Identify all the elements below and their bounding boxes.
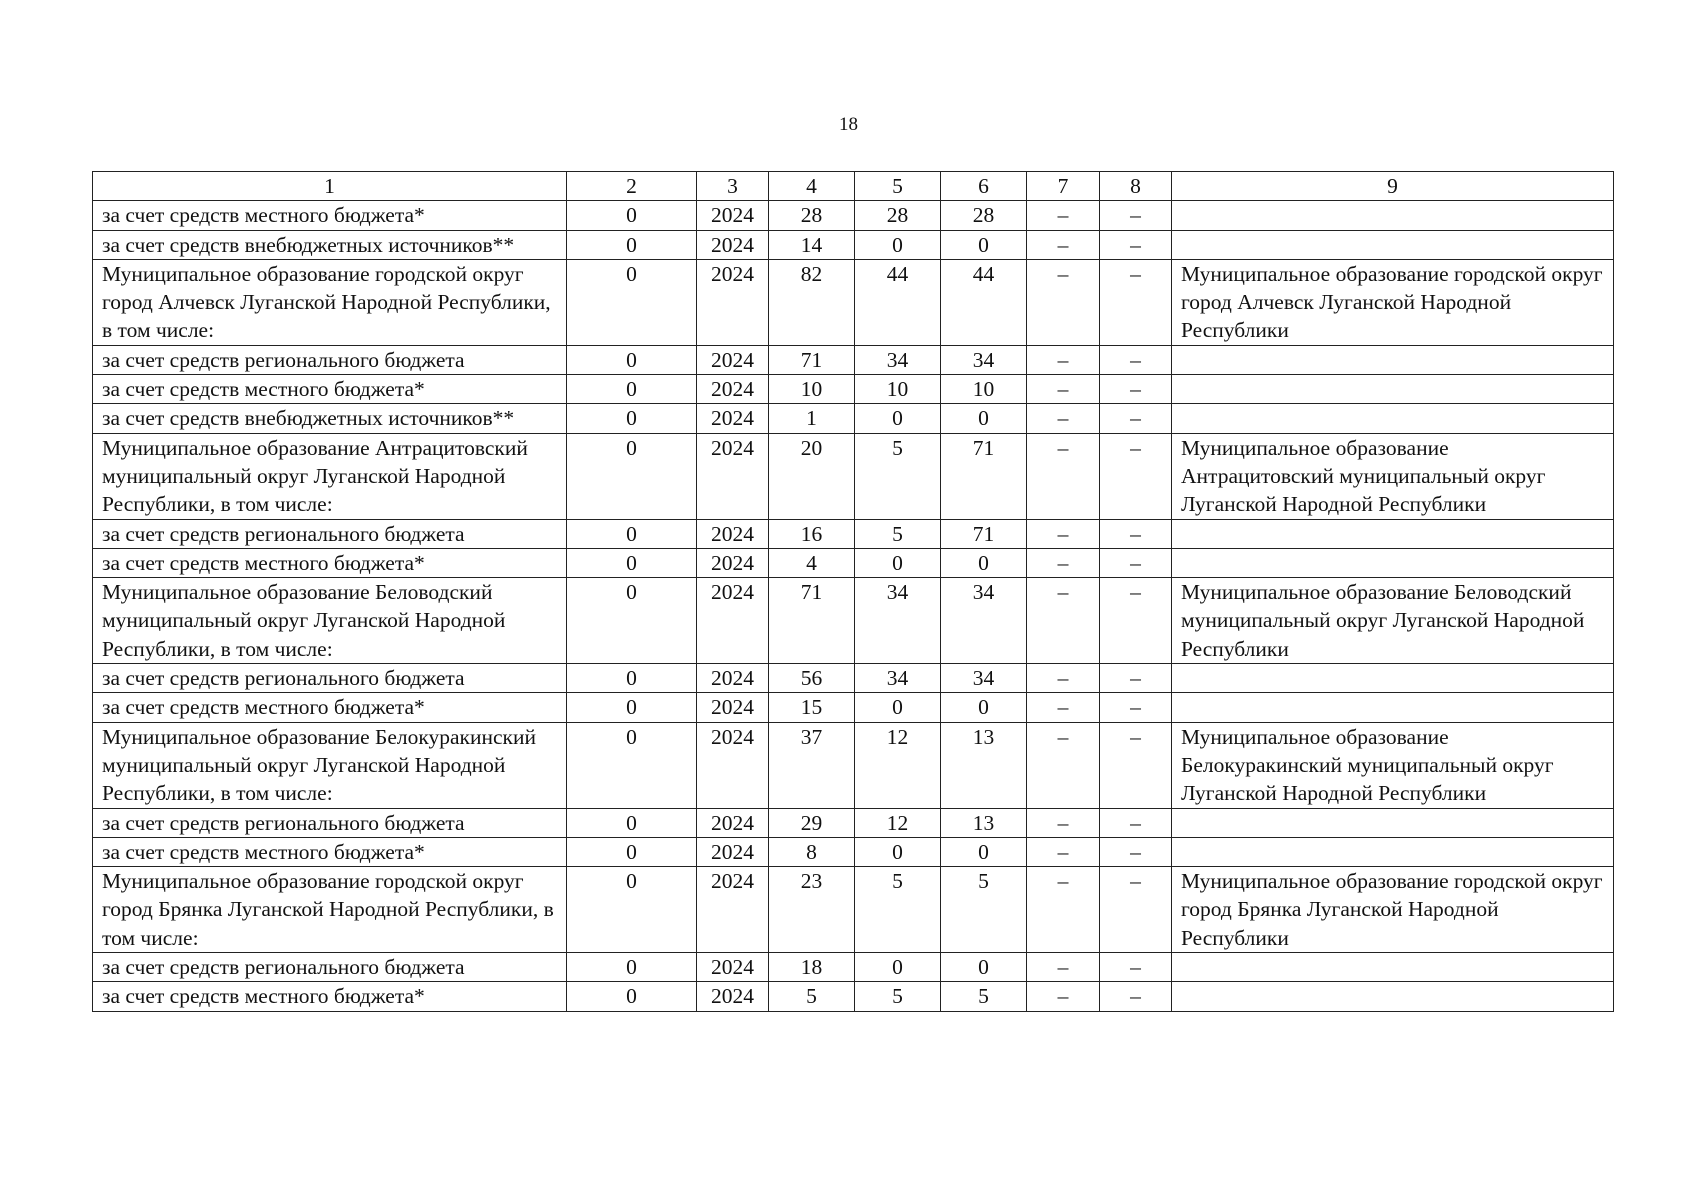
cell-col-6: 71 <box>941 433 1027 519</box>
cell-col-4: 15 <box>769 693 855 722</box>
table-row <box>93 201 1614 230</box>
cell-col-8: – <box>1100 404 1172 433</box>
cell-responsible: Муниципальное образование Белокуракинский муниципальный округ Луганской Народной Республики <box>1172 722 1614 808</box>
cell-col-4: 23 <box>769 867 855 953</box>
cell-responsible: Муниципальное образование Беловодский муниципальный округ Луганской Народной Республики <box>1172 578 1614 664</box>
cell-col-5: 0 <box>855 230 941 259</box>
cell-col-2: 0 <box>567 230 697 259</box>
cell-responsible <box>1172 375 1614 404</box>
cell-col-8: – <box>1100 433 1172 519</box>
cell-col-2: 0 <box>567 664 697 693</box>
cell-description: Муниципальное образование Беловодский муниципальный округ Луганской Народной Республики, в том числе: <box>93 578 567 664</box>
cell-col-2: 0 <box>567 375 697 404</box>
cell-col-5: 5 <box>855 433 941 519</box>
cell-description: за счет средств регионального бюджета <box>93 664 567 693</box>
cell-col-6: 10 <box>941 375 1027 404</box>
cell-col-2: 0 <box>567 578 697 664</box>
cell-col-6: 0 <box>941 953 1027 982</box>
cell-col-4: 10 <box>769 375 855 404</box>
cell-col-6: 34 <box>941 664 1027 693</box>
cell-col-8: – <box>1100 867 1172 953</box>
cell-col-5: 10 <box>855 375 941 404</box>
cell-description: за счет средств внебюджетных источников** <box>93 404 567 433</box>
cell-responsible <box>1172 548 1614 577</box>
header-cell-9: 9 <box>1172 172 1614 201</box>
cell-col-6: 13 <box>941 808 1027 837</box>
cell-col-8: – <box>1100 722 1172 808</box>
cell-year: 2024 <box>697 953 769 982</box>
cell-year: 2024 <box>697 230 769 259</box>
cell-col-6: 71 <box>941 519 1027 548</box>
table-row <box>93 375 1614 404</box>
cell-col-8: – <box>1100 982 1172 1011</box>
cell-col-4: 37 <box>769 722 855 808</box>
cell-year: 2024 <box>697 375 769 404</box>
cell-description: за счет средств регионального бюджета <box>93 808 567 837</box>
cell-description: за счет средств регионального бюджета <box>93 519 567 548</box>
cell-col-8: – <box>1100 578 1172 664</box>
cell-description: за счет средств регионального бюджета <box>93 345 567 374</box>
cell-description: за счет средств местного бюджета* <box>93 201 567 230</box>
cell-year: 2024 <box>697 345 769 374</box>
cell-col-7: – <box>1027 578 1100 664</box>
header-row <box>93 172 1614 201</box>
cell-year: 2024 <box>697 548 769 577</box>
cell-col-2: 0 <box>567 548 697 577</box>
cell-col-6: 34 <box>941 578 1027 664</box>
cell-col-6: 28 <box>941 201 1027 230</box>
cell-responsible <box>1172 230 1614 259</box>
table-row <box>93 548 1614 577</box>
cell-col-6: 0 <box>941 404 1027 433</box>
cell-col-7: – <box>1027 375 1100 404</box>
cell-description: за счет средств внебюджетных источников** <box>93 230 567 259</box>
cell-description: Муниципальное образование городской округ город Алчевск Луганской Народной Республики, в том числе: <box>93 259 567 345</box>
cell-year: 2024 <box>697 664 769 693</box>
cell-col-5: 44 <box>855 259 941 345</box>
table-row <box>93 722 1614 808</box>
cell-description: за счет средств регионального бюджета <box>93 953 567 982</box>
cell-col-8: – <box>1100 837 1172 866</box>
header-cell-3: 3 <box>697 172 769 201</box>
cell-col-5: 12 <box>855 808 941 837</box>
cell-year: 2024 <box>697 693 769 722</box>
cell-year: 2024 <box>697 201 769 230</box>
cell-col-4: 18 <box>769 953 855 982</box>
cell-col-5: 5 <box>855 519 941 548</box>
cell-year: 2024 <box>697 259 769 345</box>
cell-responsible <box>1172 693 1614 722</box>
cell-col-8: – <box>1100 548 1172 577</box>
cell-col-5: 34 <box>855 578 941 664</box>
table-row <box>93 693 1614 722</box>
cell-col-7: – <box>1027 259 1100 345</box>
cell-col-4: 82 <box>769 259 855 345</box>
cell-col-5: 0 <box>855 548 941 577</box>
table-row <box>93 433 1614 519</box>
cell-col-7: – <box>1027 345 1100 374</box>
cell-responsible: Муниципальное образование Антрацитовский муниципальный округ Луганской Народной Республики <box>1172 433 1614 519</box>
cell-responsible <box>1172 953 1614 982</box>
cell-responsible <box>1172 664 1614 693</box>
cell-col-7: – <box>1027 433 1100 519</box>
cell-description: за счет средств местного бюджета* <box>93 548 567 577</box>
cell-col-7: – <box>1027 548 1100 577</box>
cell-year: 2024 <box>697 433 769 519</box>
cell-col-2: 0 <box>567 201 697 230</box>
cell-col-7: – <box>1027 837 1100 866</box>
cell-year: 2024 <box>697 982 769 1011</box>
cell-col-8: – <box>1100 201 1172 230</box>
cell-col-6: 44 <box>941 259 1027 345</box>
table-row <box>93 982 1614 1011</box>
cell-col-7: – <box>1027 722 1100 808</box>
cell-col-6: 0 <box>941 693 1027 722</box>
cell-description: Муниципальное образование Белокуракинский муниципальный округ Луганской Народной Республики, в том числе: <box>93 722 567 808</box>
cell-col-8: – <box>1100 664 1172 693</box>
cell-col-4: 1 <box>769 404 855 433</box>
cell-col-4: 56 <box>769 664 855 693</box>
cell-year: 2024 <box>697 722 769 808</box>
cell-col-6: 13 <box>941 722 1027 808</box>
header-cell-4: 4 <box>769 172 855 201</box>
cell-col-5: 0 <box>855 953 941 982</box>
cell-responsible <box>1172 404 1614 433</box>
table-row <box>93 230 1614 259</box>
cell-col-2: 0 <box>567 867 697 953</box>
table-row <box>93 837 1614 866</box>
cell-col-4: 16 <box>769 519 855 548</box>
cell-col-4: 8 <box>769 837 855 866</box>
cell-description: за счет средств местного бюджета* <box>93 837 567 866</box>
data-table <box>92 171 1614 1012</box>
header-cell-2: 2 <box>567 172 697 201</box>
table-row <box>93 867 1614 953</box>
header-cell-5: 5 <box>855 172 941 201</box>
table-row <box>93 808 1614 837</box>
cell-col-2: 0 <box>567 345 697 374</box>
cell-col-5: 34 <box>855 345 941 374</box>
cell-col-2: 0 <box>567 433 697 519</box>
header-cell-8: 8 <box>1100 172 1172 201</box>
cell-year: 2024 <box>697 578 769 664</box>
cell-description: за счет средств местного бюджета* <box>93 375 567 404</box>
cell-col-7: – <box>1027 808 1100 837</box>
table-row <box>93 345 1614 374</box>
cell-col-4: 71 <box>769 345 855 374</box>
cell-responsible: Муниципальное образование городской округ город Брянка Луганской Народной Республики <box>1172 867 1614 953</box>
table-row <box>93 519 1614 548</box>
cell-col-5: 0 <box>855 404 941 433</box>
cell-col-5: 12 <box>855 722 941 808</box>
cell-year: 2024 <box>697 519 769 548</box>
cell-col-7: – <box>1027 953 1100 982</box>
header-cell-6: 6 <box>941 172 1027 201</box>
cell-year: 2024 <box>697 867 769 953</box>
cell-col-7: – <box>1027 867 1100 953</box>
cell-col-6: 0 <box>941 837 1027 866</box>
cell-description: за счет средств местного бюджета* <box>93 982 567 1011</box>
cell-col-5: 28 <box>855 201 941 230</box>
cell-col-8: – <box>1100 259 1172 345</box>
cell-col-4: 71 <box>769 578 855 664</box>
header-cell-1: 1 <box>93 172 567 201</box>
table-row <box>93 578 1614 664</box>
cell-col-6: 5 <box>941 982 1027 1011</box>
cell-year: 2024 <box>697 808 769 837</box>
cell-col-2: 0 <box>567 808 697 837</box>
header-cell-7: 7 <box>1027 172 1100 201</box>
cell-col-2: 0 <box>567 982 697 1011</box>
cell-col-5: 0 <box>855 837 941 866</box>
cell-col-6: 34 <box>941 345 1027 374</box>
cell-col-2: 0 <box>567 837 697 866</box>
cell-col-7: – <box>1027 982 1100 1011</box>
cell-col-4: 29 <box>769 808 855 837</box>
cell-col-7: – <box>1027 664 1100 693</box>
cell-col-5: 0 <box>855 693 941 722</box>
table-row <box>93 259 1614 345</box>
cell-col-2: 0 <box>567 693 697 722</box>
cell-col-6: 0 <box>941 548 1027 577</box>
table-row <box>93 664 1614 693</box>
cell-col-8: – <box>1100 808 1172 837</box>
cell-responsible <box>1172 982 1614 1011</box>
cell-responsible: Муниципальное образование городской округ город Алчевск Луганской Народной Республики <box>1172 259 1614 345</box>
cell-col-2: 0 <box>567 953 697 982</box>
cell-col-4: 20 <box>769 433 855 519</box>
cell-col-4: 4 <box>769 548 855 577</box>
cell-col-5: 5 <box>855 867 941 953</box>
cell-col-4: 28 <box>769 201 855 230</box>
cell-col-7: – <box>1027 404 1100 433</box>
cell-col-4: 14 <box>769 230 855 259</box>
cell-col-6: 0 <box>941 230 1027 259</box>
cell-col-2: 0 <box>567 404 697 433</box>
page-number: 18 <box>839 114 858 135</box>
cell-col-5: 34 <box>855 664 941 693</box>
cell-responsible <box>1172 345 1614 374</box>
table-row <box>93 953 1614 982</box>
cell-col-2: 0 <box>567 519 697 548</box>
cell-col-2: 0 <box>567 259 697 345</box>
cell-col-8: – <box>1100 375 1172 404</box>
cell-col-7: – <box>1027 201 1100 230</box>
cell-year: 2024 <box>697 837 769 866</box>
cell-col-8: – <box>1100 953 1172 982</box>
cell-col-8: – <box>1100 230 1172 259</box>
cell-description: за счет средств местного бюджета* <box>93 693 567 722</box>
cell-col-8: – <box>1100 345 1172 374</box>
cell-col-6: 5 <box>941 867 1027 953</box>
cell-description: Муниципальное образование Антрацитовский муниципальный округ Луганской Народной Республики, в том числе: <box>93 433 567 519</box>
cell-col-8: – <box>1100 693 1172 722</box>
cell-responsible <box>1172 837 1614 866</box>
cell-col-5: 5 <box>855 982 941 1011</box>
cell-responsible <box>1172 808 1614 837</box>
cell-col-7: – <box>1027 693 1100 722</box>
cell-col-4: 5 <box>769 982 855 1011</box>
cell-year: 2024 <box>697 404 769 433</box>
cell-col-7: – <box>1027 519 1100 548</box>
cell-responsible <box>1172 201 1614 230</box>
cell-col-2: 0 <box>567 722 697 808</box>
table-row <box>93 404 1614 433</box>
cell-col-8: – <box>1100 519 1172 548</box>
cell-responsible <box>1172 519 1614 548</box>
cell-description: Муниципальное образование городской округ город Брянка Луганской Народной Республики, в том числе: <box>93 867 567 953</box>
cell-col-7: – <box>1027 230 1100 259</box>
